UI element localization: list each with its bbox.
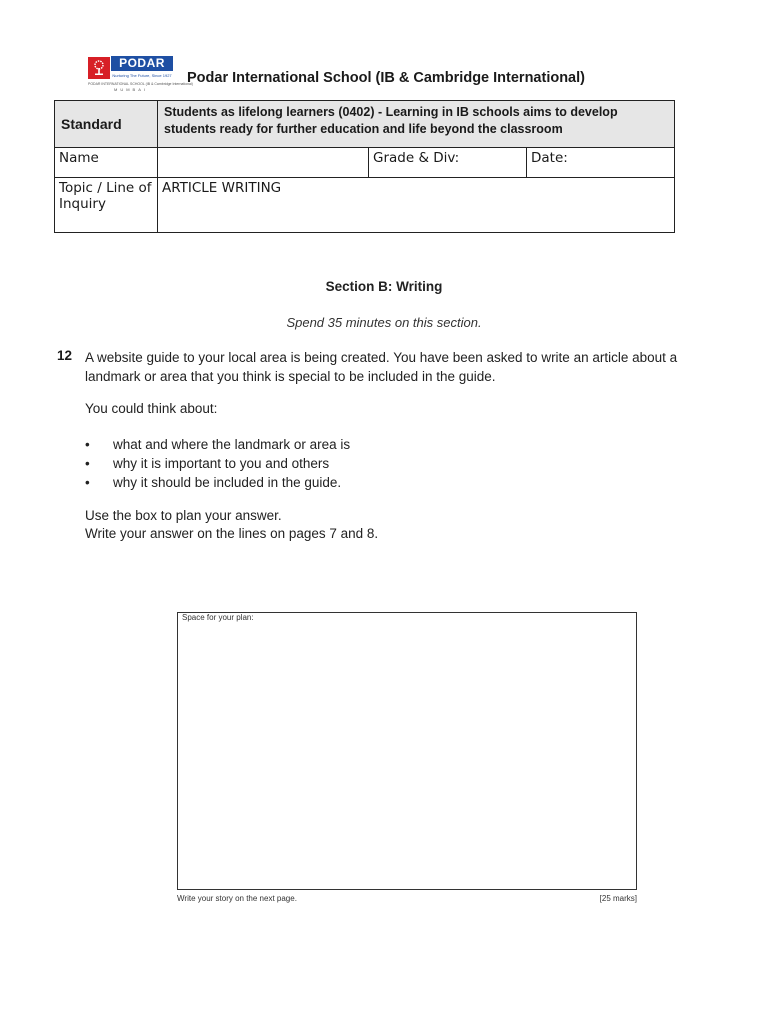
school-logo: [88, 56, 193, 92]
standard-row: [55, 101, 675, 148]
bullet-icon: •: [85, 475, 90, 490]
standard-label: Standard: [55, 101, 158, 148]
logo-city: MUMBAI: [114, 87, 148, 92]
topic-row: [55, 178, 675, 233]
plan-box-label: Space for your plan:: [182, 613, 254, 622]
plan-box[interactable]: [177, 612, 637, 890]
plan-footer-note: Write your story on the next page.: [177, 894, 297, 903]
list-item: [85, 473, 350, 492]
list-item: [85, 435, 350, 454]
think-about-label: You could think about:: [85, 401, 218, 416]
question-number: 12: [57, 348, 73, 363]
tree-icon: [88, 57, 110, 79]
bullet-text: why it should be included in the guide.: [113, 475, 342, 490]
bullet-list: [85, 435, 350, 492]
bullet-text: what and where the landmark or area is: [113, 437, 351, 452]
topic-label: Topic / Line of Inquiry: [55, 178, 158, 233]
section-title: Section B: Writing: [325, 279, 443, 294]
grade-div-label: Grade & Div:: [369, 148, 527, 178]
marks-label: [25 marks]: [599, 894, 637, 903]
logo-brand: PODAR: [111, 56, 173, 71]
info-table: [54, 100, 675, 233]
question-text: A website guide to your local area is being created. You have been asked to write an article about a landmark or area that you think is special to be included in the guide.: [85, 350, 678, 384]
time-instruction: Spend 35 minutes on this section.: [286, 315, 482, 330]
name-field[interactable]: [158, 148, 369, 178]
logo-tagline: Nurturing The Future, Since 1927: [112, 73, 172, 78]
bullet-icon: •: [85, 456, 90, 471]
list-item: [85, 454, 350, 473]
name-row: [55, 148, 675, 178]
date-label: Date:: [527, 148, 675, 178]
write-instruction: Write your answer on the lines on pages 7 and 8.: [85, 526, 379, 541]
name-label: Name: [55, 148, 158, 178]
bullet-text: why it is important to you and others: [113, 456, 330, 471]
school-name: Podar International School (IB & Cambridge International): [187, 70, 585, 86]
bullet-icon: •: [85, 437, 90, 452]
logo-subline: PODAR INTERNATIONAL SCHOOL (IB & Cambridge International): [88, 82, 193, 86]
standard-text: Students as lifelong learners (0402) - Learning in IB schools aims to develop students ready for further education and life beyond the classroom: [158, 101, 675, 148]
plan-instruction: Use the box to plan your answer.: [85, 508, 282, 523]
topic-value: ARTICLE WRITING: [158, 178, 675, 233]
instructions: [85, 507, 378, 543]
